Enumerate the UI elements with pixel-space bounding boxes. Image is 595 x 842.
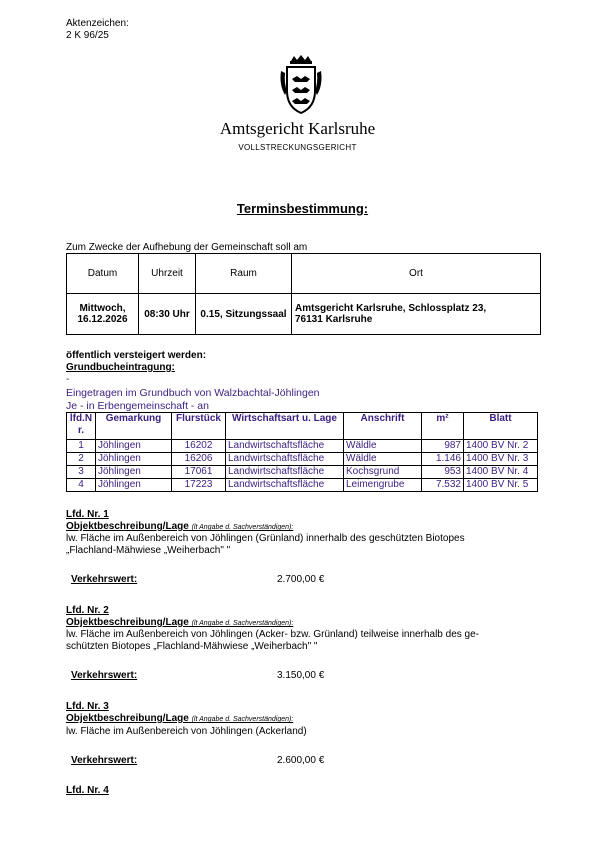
cell-lfd: 4 [67,479,96,492]
termin-date: 16.12.2026 [77,314,128,325]
grundbuch-header-row [67,413,538,440]
col-gemarkung: Gemarkung [96,413,172,440]
termin-raum: 0.15, Sitzungssaal [196,294,292,335]
col-flurstueck: Flurstück [172,413,226,440]
item-2-verkehrswert-label: Verkehrswert: [71,670,138,681]
versteigert-text: öffentlich versteigert werden: [66,350,207,361]
description-line: schützten Biotopes „Flachland-Mähwiese „Weiherbach" " [66,641,318,652]
item-1-description [66,533,546,557]
cell-gemarkung: Jöhlingen [96,453,172,466]
header-raum: Raum [196,254,292,294]
cell-blatt: 1400 BV Nr. 2 [464,440,538,453]
cell-anschrift: Wäldle [344,440,422,453]
item-1-verkehrswert-label: Verkehrswert: [71,574,138,585]
cell-gemarkung: Jöhlingen [96,440,172,453]
table-row [67,440,538,453]
termin-ort-line2: 76131 Karlsruhe [295,314,373,325]
item-4-heading: Lfd. Nr. 4 [66,785,109,796]
objektbeschreibung-note: (lt Angabe d. Sachverständigen): [191,620,294,627]
description-line: lw. Fläche im Außenbereich von Jöhlingen (Acker- bzw. Grünland) teilweise innerhalb des ge- [66,629,479,640]
col-wirtschaftsart: Wirtschaftsart u. Lage [226,413,344,440]
header-ort: Ort [292,254,541,294]
cell-wirtschaftsart: Landwirtschaftsfläche [226,453,344,466]
cell-flurstueck: 16202 [172,440,226,453]
table-row [67,453,538,466]
cell-wirtschaftsart: Landwirtschaftsfläche [226,466,344,479]
item-3-description [66,726,546,738]
grundbuch-heading: Grundbucheintragung: [66,362,175,373]
cell-flaeche: 1.146 [422,453,464,466]
description-line: lw. Fläche im Außenbereich von Jöhlingen (Ackerland) [66,726,307,737]
cell-blatt: 1400 BV Nr. 4 [464,466,538,479]
cell-blatt: 1400 BV Nr. 3 [464,453,538,466]
description-line: „Flachland-Mähwiese „Weiherbach" " [66,545,231,556]
termin-ort [292,294,541,335]
erbengemeinschaft-line: Je - in Erbengemeinschaft - an [66,400,209,412]
header-uhrzeit: Uhrzeit [139,254,196,294]
cell-anschrift: Leimengrube [344,479,422,492]
objektbeschreibung-label: Objektbeschreibung/Lage [66,521,189,532]
item-2-description [66,629,546,653]
item-3-verkehrswert-value: 2.600,00 € [277,755,325,766]
termin-table [66,253,541,335]
cell-flurstueck: 16206 [172,453,226,466]
cell-lfd: 1 [67,440,96,453]
document-title: Terminsbestimmung: [236,201,369,216]
court-name: Amtsgericht Karlsruhe [219,119,376,138]
item-2-objektbeschreibung [66,617,293,628]
aktenzeichen-block [66,18,129,42]
objektbeschreibung-label: Objektbeschreibung/Lage [66,617,189,628]
termin-datum [67,294,139,335]
header-datum: Datum [67,254,139,294]
objektbeschreibung-label: Objektbeschreibung/Lage [66,713,189,724]
cell-gemarkung: Jöhlingen [96,466,172,479]
col-flaeche: m² [422,413,464,440]
item-1-heading: Lfd. Nr. 1 [66,509,109,520]
cell-blatt: 1400 BV Nr. 5 [464,479,538,492]
item-2-verkehrswert-value: 3.150,00 € [277,670,325,681]
intro-text: Zum Zwecke der Aufhebung der Gemeinschaft soll am [66,242,308,253]
col-lfd: lfd.N r. [67,413,96,440]
cell-gemarkung: Jöhlingen [96,479,172,492]
cell-wirtschaftsart: Landwirtschaftsfläche [226,479,344,492]
termin-header-row [67,254,541,294]
termin-uhrzeit: 08:30 Uhr [139,294,196,335]
cell-anschrift: Wäldle [344,453,422,466]
cell-flaeche: 987 [422,440,464,453]
cell-flaeche: 7.532 [422,479,464,492]
termin-ort-line1: Amtsgericht Karlsruhe, Schlossplatz 23, [295,303,487,314]
item-3-objektbeschreibung [66,713,293,724]
cell-flurstueck: 17061 [172,466,226,479]
item-1-verkehrswert-value: 2.700,00 € [277,574,325,585]
aktenzeichen-label: Aktenzeichen: [66,18,129,29]
termin-weekday: Mittwoch, [79,303,126,314]
cell-lfd: 3 [67,466,96,479]
coat-of-arms-icon [279,55,323,115]
department-name: VOLLSTRECKUNGSGERICHT [238,143,357,152]
grundbuch-table [66,412,538,492]
dash-line: - [66,374,70,385]
table-row [67,466,538,479]
aktenzeichen-value: 2 K 96/25 [66,30,109,41]
description-line: lw. Fläche im Außenbereich von Jöhlingen (Grünland) innerhalb des geschützten Biotopes [66,533,465,544]
col-blatt: Blatt [464,413,538,440]
cell-flurstueck: 17223 [172,479,226,492]
cell-flaeche: 953 [422,466,464,479]
objektbeschreibung-note: (lt Angabe d. Sachverständigen): [191,716,294,723]
item-3-verkehrswert-label: Verkehrswert: [71,755,138,766]
item-3-heading: Lfd. Nr. 3 [66,701,109,712]
termin-value-row [67,294,541,335]
cell-anschrift: Kochsgrund [344,466,422,479]
cell-wirtschaftsart: Landwirtschaftsfläche [226,440,344,453]
objektbeschreibung-note: (lt Angabe d. Sachverständigen): [191,524,294,531]
table-row [67,479,538,492]
grundbuch-eingetragen: Eingetragen im Grundbuch von Walzbachtal-Jöhlingen [66,387,320,399]
item-2-heading: Lfd. Nr. 2 [66,605,109,616]
item-1-objektbeschreibung [66,521,293,532]
cell-lfd: 2 [67,453,96,466]
col-anschrift: Anschrift [344,413,422,440]
